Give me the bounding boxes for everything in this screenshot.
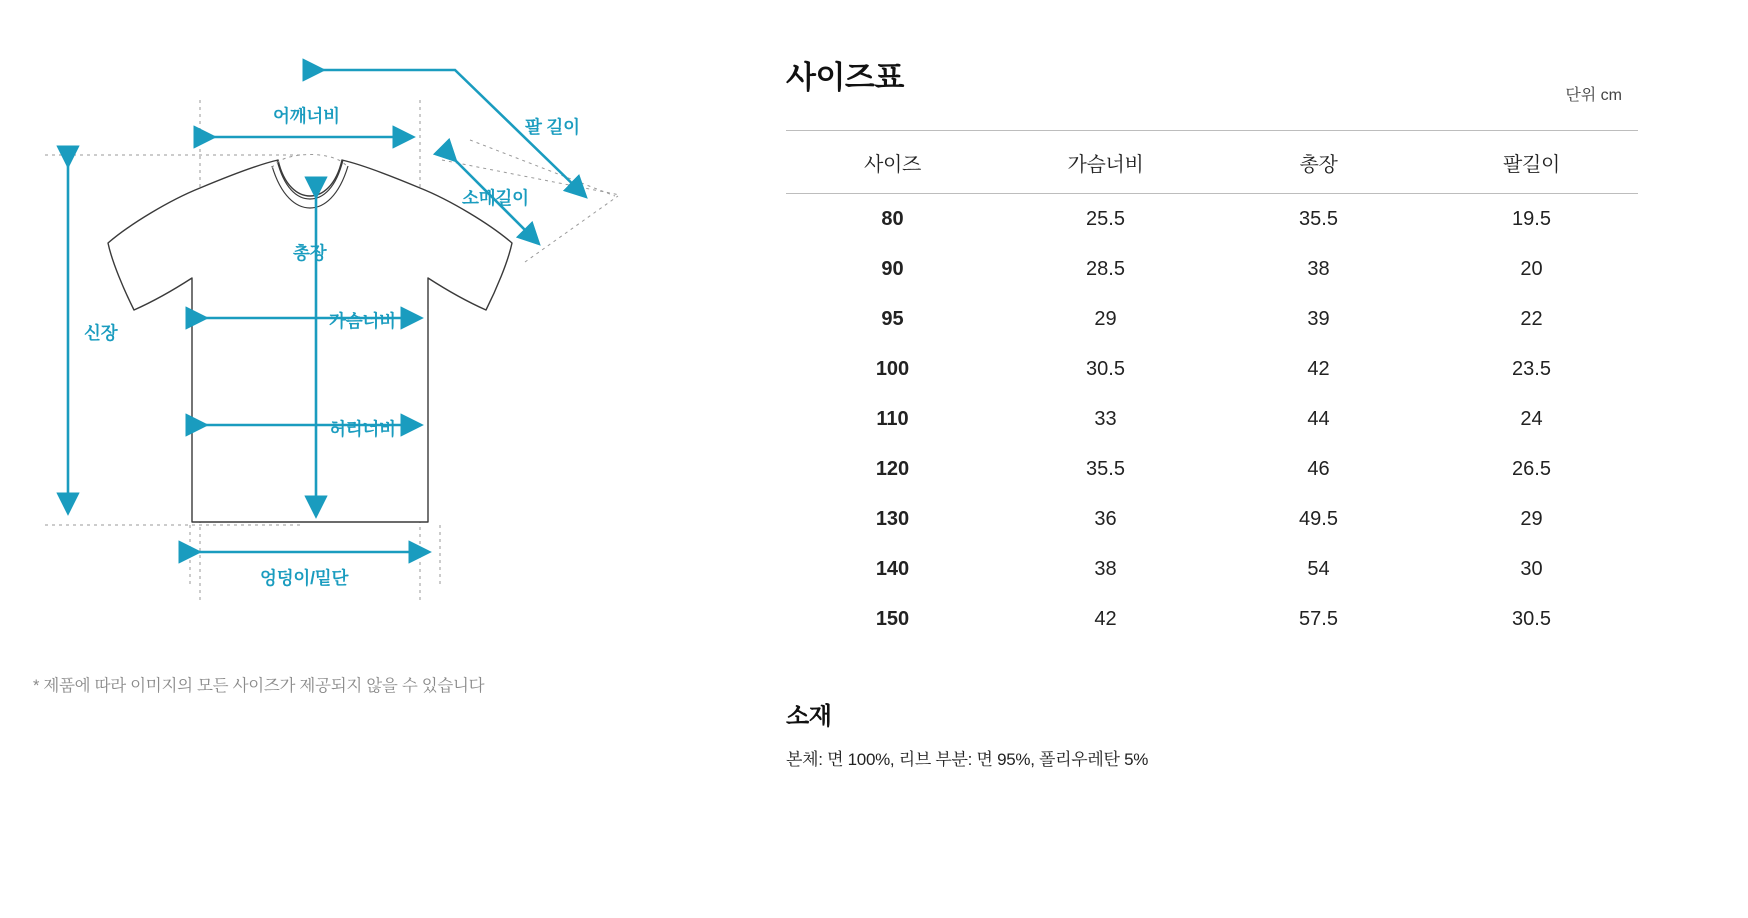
cell-size: 120 — [875, 458, 910, 480]
cell-sleeve: 30.5 — [1512, 608, 1551, 630]
cell-sleeve: 22 — [1520, 308, 1543, 330]
cell-length: 46 — [1307, 458, 1330, 480]
label-chest-width: 가슴너비 — [329, 311, 396, 331]
cell-size: 90 — [881, 258, 904, 280]
cell-size: 80 — [881, 208, 904, 230]
size-table — [786, 130, 1638, 644]
cell-length: 42 — [1307, 358, 1330, 380]
table-row — [786, 544, 1638, 594]
material-description: 본체: 면 100%, 리브 부분: 면 95%, 폴리우레탄 5% — [786, 750, 1149, 769]
cell-chest: 35.5 — [1086, 458, 1125, 480]
cell-size: 130 — [875, 508, 910, 530]
cell-chest: 38 — [1094, 558, 1117, 580]
cell-length: 39 — [1307, 308, 1330, 330]
garment-diagram — [0, 0, 780, 918]
cell-sleeve: 23.5 — [1512, 358, 1551, 380]
cell-size: 95 — [881, 308, 904, 330]
table-row — [786, 444, 1638, 494]
table-row — [786, 244, 1638, 294]
label-height: 신장 — [84, 323, 118, 343]
table-row — [786, 194, 1638, 245]
cell-sleeve: 30 — [1520, 558, 1543, 580]
cell-sleeve: 26.5 — [1512, 458, 1551, 480]
cell-length: 54 — [1307, 558, 1330, 580]
table-row — [786, 294, 1638, 344]
size-table-body — [786, 194, 1638, 645]
material-title: 소재 — [786, 703, 832, 730]
cell-size: 110 — [876, 408, 909, 430]
label-sleeve-total-length: 팔 길이 — [525, 117, 580, 137]
cell-chest: 42 — [1094, 608, 1117, 630]
cell-chest: 33 — [1094, 408, 1117, 430]
column-header-chest: 가슴너비 — [999, 131, 1212, 194]
label-waist-width: 허리너비 — [329, 419, 396, 439]
label-hip-hem: 엉덩이/밑단 — [260, 568, 349, 588]
table-row — [786, 344, 1638, 394]
cell-size: 100 — [875, 358, 910, 380]
label-sleeve-length: 소매길이 — [462, 188, 529, 208]
cell-chest: 28.5 — [1086, 258, 1125, 280]
cell-chest: 29 — [1094, 308, 1117, 330]
table-row — [786, 494, 1638, 544]
size-table-header-row — [786, 131, 1638, 194]
cell-size: 150 — [875, 608, 910, 630]
column-header-sleeve: 팔길이 — [1425, 131, 1638, 194]
page-title: 사이즈표 — [786, 60, 904, 95]
table-row — [786, 594, 1638, 644]
diagram-disclaimer: * 제품에 따라 이미지의 모든 사이즈가 제공되지 않을 수 있습니다 — [33, 677, 485, 695]
cell-sleeve: 20 — [1520, 258, 1543, 280]
cell-size: 140 — [875, 558, 910, 580]
cell-length: 38 — [1307, 258, 1330, 280]
table-header-row — [786, 52, 1654, 110]
column-header-length: 총장 — [1212, 131, 1425, 194]
cell-chest: 25.5 — [1086, 208, 1125, 230]
size-table-pane — [780, 0, 1748, 918]
column-header-size: 사이즈 — [786, 131, 999, 194]
cell-length: 57.5 — [1299, 608, 1338, 630]
cell-sleeve: 29 — [1520, 508, 1543, 530]
cell-length: 44 — [1307, 408, 1330, 430]
cell-sleeve: 24 — [1520, 408, 1543, 430]
garment-diagram-svg — [0, 0, 780, 700]
cell-chest: 30.5 — [1086, 358, 1125, 380]
material-section — [786, 696, 1654, 770]
cell-sleeve: 19.5 — [1512, 208, 1551, 230]
unit-note: 단위 cm — [1565, 87, 1622, 104]
cell-length: 35.5 — [1299, 208, 1338, 230]
label-total-length: 총장 — [293, 243, 327, 263]
size-table-head — [786, 131, 1638, 194]
cell-length: 49.5 — [1299, 508, 1338, 530]
cell-chest: 36 — [1094, 508, 1117, 530]
table-row — [786, 394, 1638, 444]
label-shoulder-width: 어깨너비 — [273, 106, 340, 126]
